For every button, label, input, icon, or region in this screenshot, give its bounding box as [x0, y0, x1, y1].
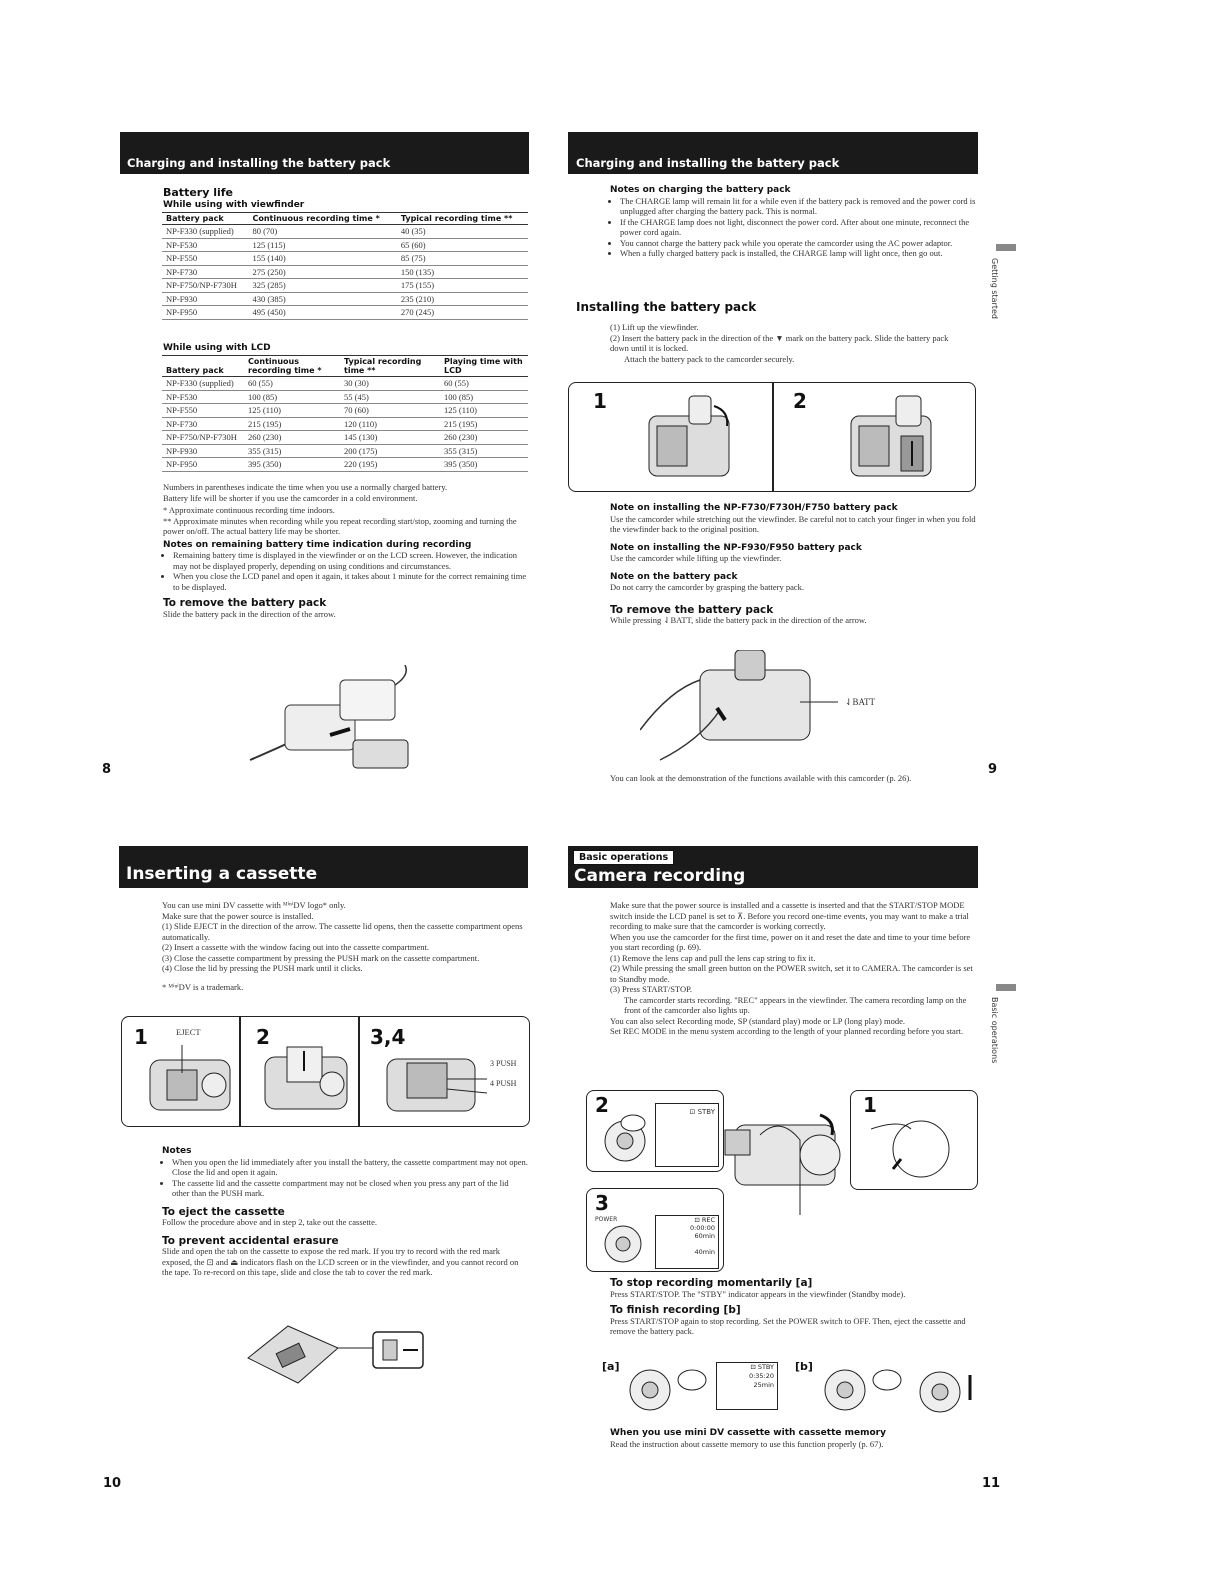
lcd-table-cell: 70 (60): [340, 404, 440, 418]
cassette-fig-label-2: 2: [256, 1025, 270, 1049]
lcd-table-cell: 125 (110): [244, 404, 340, 418]
footnote-2: ** Approximate minutes when recording while you repeat recording start/stop, zooming and turning the power on/off. The actual battery life may be shorter.: [163, 515, 517, 536]
cassette-logo-note: You can use mini DV cassette with ᴹⁱⁿⁱDV logo* only.: [162, 900, 346, 910]
recording-step-3-detail: The camcorder starts recording. "REC" appears in the viewfinder. The camera recording lamp on the front of the camcorder also lights up.: [624, 994, 967, 1015]
lcd-table-row: [162, 390, 528, 404]
vf-table-cell: NP-F330 (supplied): [162, 225, 248, 239]
lcd-table-cell: 215 (195): [244, 417, 340, 431]
vf-col-typical: Typical recording time **: [400, 214, 513, 223]
note-parentheses: Numbers in parentheses indicate the time when you use a normally charged battery.: [163, 482, 448, 492]
recording-step-2: (2) While pressing the small green button on the POWER switch, set it to CAMERA. The camcorder is set to Standby mode.: [610, 963, 973, 984]
cassette-note: • When you open the lid immediately after you install the battery, the cassette compartment may not open. Close the lid and open it again.: [172, 1157, 528, 1178]
lcd-table-cell: NP-F550: [162, 404, 244, 418]
prevent-heading: To prevent accidental erasure: [162, 1234, 339, 1247]
a-display-stby: ⊡ STBY: [750, 1363, 774, 1371]
lcd-table-cell: NP-F930: [162, 444, 244, 458]
trademark-note: * ᴹⁱⁿⁱDV is a trademark.: [162, 981, 244, 992]
cassette-fig-label-1: 1: [134, 1025, 148, 1049]
camcorder-illustration-2: [841, 391, 941, 485]
page9-title: Charging and installing the battery pack: [576, 156, 840, 170]
eject-label: EJECT: [176, 1027, 201, 1037]
page11-stop-finish: [610, 1278, 978, 1337]
remaining-item: • When you close the LCD panel and open it again, it takes about 1 minute for the correct remaining time to be displayed.: [173, 571, 529, 592]
lcd-col-playing: Playing time with LCD: [444, 357, 523, 375]
recording-fig-label-2: 2: [595, 1093, 609, 1117]
remove-text-p8: Slide the battery pack in the direction of the arrow.: [163, 608, 336, 619]
a-display-box: [716, 1362, 778, 1410]
eject-heading: To eject the cassette: [162, 1205, 285, 1218]
recording-fig-step2: [586, 1090, 724, 1172]
cassette-figure-divider-2: [358, 1017, 360, 1126]
charging-notes-heading: Notes on charging the battery pack: [610, 185, 791, 195]
lcd-col-continuous: Continuous recording time *: [248, 357, 322, 375]
rec-display-text: ⊡ REC: [694, 1216, 715, 1224]
note-pack-heading: Note on the battery pack: [610, 571, 738, 582]
note-f930-heading: Note on installing the NP-F930/F950 battery pack: [610, 542, 862, 553]
page8-title: Charging and installing the battery pack: [127, 156, 391, 170]
note-pack-text: Do not carry the camcorder by grasping the battery pack.: [610, 582, 805, 592]
side-label-basic-operations: Basic operations: [990, 997, 999, 1064]
vf-table-cell: 150 (135): [397, 265, 528, 279]
recording-fig-step3: [586, 1188, 724, 1272]
recording-intro-1: Make sure that the power source is installed and a cassette is inserted and that the START/STOP MODE switch inside the LCD panel is set to ⊼. Before you record one-time events, you may want to make a trial recording to make sure that the camcorder is working correctly.: [610, 900, 969, 931]
note-f930-text: Use the camcorder while lifting up the viewfinder.: [610, 553, 782, 563]
lcd-table-cell: 260 (230): [440, 431, 528, 445]
vf-col-continuous: Continuous recording time *: [252, 214, 380, 223]
cassette-illustration-1: [142, 1045, 237, 1120]
page10-intro: [162, 900, 528, 992]
lcd-table-cell: NP-F730: [162, 417, 244, 431]
page8-notes: [163, 482, 529, 619]
page-number-11: 11: [982, 1476, 1001, 1491]
vf-table-cell: NP-F750/NP-F730H: [162, 279, 248, 293]
vf-table-cell: 430 (385): [248, 292, 396, 306]
lcd-table-cell: NP-F530: [162, 390, 244, 404]
recording-fig-label-1: 1: [863, 1093, 877, 1117]
vf-table-cell: NP-F530: [162, 238, 248, 252]
lcd-table-cell: 220 (195): [340, 458, 440, 472]
cassette-notes-heading: Notes: [162, 1146, 192, 1156]
cassette-note: • The cassette lid and the cassette compartment may not be closed when you press any part of the lid other than the PUSH mark.: [172, 1178, 528, 1199]
footnote-1: * Approximate continuous recording time indoors.: [163, 505, 335, 515]
install-step-2: (2) Insert the battery pack in the direction of the ▼ mark on the battery pack. Slide the battery pack down until it is locked.: [610, 332, 949, 353]
page10-notes: [162, 1146, 528, 1278]
vf-table-cell: 275 (250): [248, 265, 396, 279]
vf-table-cell: 85 (75): [397, 252, 528, 266]
stop-heading: To stop recording momentarily [a]: [610, 1277, 813, 1289]
recording-fig-step1: [850, 1090, 978, 1190]
vf-table-cell: 175 (155): [397, 279, 528, 293]
power-dial-illustration-3: [593, 1219, 653, 1269]
page11-memory: [610, 1428, 978, 1449]
rec-counter: 0:00:00: [689, 1224, 715, 1232]
a-display-counter: 0:35:20: [748, 1372, 774, 1380]
cassette-figure-divider-1: [239, 1017, 241, 1126]
side-tab-getting-started: [996, 244, 1016, 251]
push-label-4: 4 PUSH: [490, 1079, 517, 1088]
lcd-table-cell: NP-F750/NP-F730H: [162, 431, 244, 445]
viewfinder-table-title: While using with viewfinder: [163, 200, 305, 210]
stby-display-box: [655, 1103, 719, 1167]
power-label-step3: POWER: [595, 1216, 618, 1223]
lcd-table-cell: 30 (30): [340, 377, 440, 391]
power-dial-illustration-2: [593, 1111, 653, 1167]
remove-heading-p8: To remove the battery pack: [163, 597, 327, 609]
cassette-fig-label-34: 3,4: [370, 1025, 406, 1049]
stop-text: Press START/STOP. The "STBY" indicator appears in the viewfinder (Standby mode).: [610, 1288, 906, 1299]
stop-dial-illustration: [620, 1360, 710, 1420]
battery-life-heading: Battery life: [163, 186, 233, 199]
vf-table-row: [162, 292, 528, 306]
vf-table-cell: NP-F550: [162, 252, 248, 266]
lcd-table-cell: 395 (350): [440, 458, 528, 472]
install-figure: [568, 382, 976, 492]
vf-table-row: [162, 252, 528, 266]
camcorder-illustration-1: [639, 391, 739, 485]
memory-heading: When you use mini DV cassette with cassette memory: [610, 1428, 886, 1438]
finish-dial-illustration: [815, 1360, 980, 1420]
lcd-table-cell: 260 (230): [244, 431, 340, 445]
lcd-col-battery: Battery pack: [166, 366, 224, 375]
remaining-item: • Remaining battery time is displayed in the viewfinder or on the LCD screen. However, the indication may not be displayed properly, depending on using conditions and circumstances.: [173, 550, 529, 571]
lcd-table-cell: 120 (110): [340, 417, 440, 431]
label-b: [b]: [795, 1360, 813, 1373]
install-steps: [610, 322, 960, 364]
cassette-step-4: (4) Close the lid by pressing the PUSH mark until it clicks.: [162, 963, 363, 973]
vf-table-cell: 125 (115): [248, 238, 396, 252]
cassette-step-2: (2) Insert a cassette with the window facing out into the cassette compartment.: [162, 942, 429, 952]
lcd-table-row: [162, 417, 528, 431]
install-step-2b: Attach the battery pack to the camcorder securely.: [624, 353, 795, 364]
install-fig-label-1: 1: [593, 389, 607, 413]
recording-extra-2: Set REC MODE in the menu system according to the length of your planned recording before you start.: [610, 1026, 964, 1036]
camcorder-hand-illustration: [720, 1095, 850, 1225]
cassette-figure: [121, 1016, 530, 1127]
label-a: [a]: [602, 1360, 620, 1373]
page-number-8: 8: [102, 762, 112, 777]
install-figure-divider: [772, 383, 774, 491]
lcd-table-cell: 125 (110): [440, 404, 528, 418]
page9-install-notes: [610, 503, 980, 626]
lcd-table-row: [162, 404, 528, 418]
vf-table-cell: 65 (60): [397, 238, 528, 252]
memory-text: Read the instruction about cassette memory to use this function properly (p. 67).: [610, 1438, 884, 1449]
cassette-step-1: (1) Slide EJECT in the direction of the arrow. The cassette lid opens, then the cassette compartment opens automatically.: [162, 921, 523, 942]
page11-title: Camera recording: [574, 866, 746, 886]
battery-release-illustration: [640, 650, 840, 765]
install-step-1: (1) Lift up the viewfinder.: [610, 322, 699, 332]
demo-text: You can look at the demonstration of the functions available with this camcorder (p. 26).: [610, 773, 912, 783]
lcd-table-row: [162, 444, 528, 458]
note-f730-heading: Note on installing the NP-F730/F730H/F750 battery pack: [610, 503, 898, 513]
vf-table-cell: 40 (35): [397, 225, 528, 239]
vf-table-row: [162, 225, 528, 239]
vf-table-cell: NP-F730: [162, 265, 248, 279]
charging-note: • If the CHARGE lamp does not light, disconnect the power cord. After about one minute, reconnect the power cord again.: [620, 217, 980, 238]
remove-text-p9: While pressing ⇃BATT, slide the battery pack in the direction of the arrow.: [610, 615, 867, 625]
push-label-3: 3 PUSH: [490, 1059, 517, 1068]
cassette-step-3: (3) Close the cassette compartment by pressing the PUSH mark on the cassette compartment.: [162, 952, 480, 963]
cassette-tab-illustration: [238, 1318, 428, 1390]
vf-table-cell: 495 (450): [248, 306, 396, 320]
install-heading: Installing the battery pack: [576, 300, 757, 314]
lcd-battery-table: [162, 355, 528, 472]
stby-display-text: ⊡ STBY: [689, 1108, 715, 1116]
side-tab-basic-operations: [996, 984, 1016, 991]
basic-operations-badge: Basic operations: [573, 850, 674, 865]
prevent-text: Slide and open the tab on the cassette to expose the red mark. If you try to record with the red mark exposed, the ⊡ and ⏏ indicators flash on the LCD screen or in the viewfinder, and you cannot record on the tape. To re-record on this tape, slide and close the tab to cover the red mark.: [162, 1246, 519, 1277]
rec-tape: 40min: [694, 1248, 715, 1256]
vf-table-row: [162, 279, 528, 293]
lcd-table-cell: NP-F950: [162, 458, 244, 472]
lcd-table-cell: 355 (315): [244, 444, 340, 458]
vf-table-cell: 80 (70): [248, 225, 396, 239]
charging-note: • The CHARGE lamp will remain lit for a while even if the battery pack is removed and the power cord is unplugged after charging the battery pack. This is normal.: [620, 196, 980, 217]
page9-charging-notes: [610, 185, 980, 259]
page10-title: Inserting a cassette: [126, 864, 318, 884]
cassette-illustration-2: [257, 1039, 355, 1119]
cassette-illustration-34: [377, 1041, 487, 1121]
vf-table-cell: 235 (210): [397, 292, 528, 306]
lcd-col-typical: Typical recording time **: [344, 357, 422, 375]
page11-intro: [610, 900, 978, 1037]
lcd-table-row: [162, 431, 528, 445]
lcd-table-cell: 145 (130): [340, 431, 440, 445]
rec-display-box: [655, 1215, 719, 1269]
lcd-table-cell: 355 (315): [440, 444, 528, 458]
vf-table-cell: NP-F950: [162, 306, 248, 320]
recording-step-3: (3) Press START/STOP.: [610, 984, 693, 994]
vf-table-cell: 270 (245): [397, 306, 528, 320]
lcd-table-cell: 100 (85): [440, 390, 528, 404]
batt-label: ⇃BATT: [845, 697, 876, 707]
install-fig-label-2: 2: [793, 389, 807, 413]
finish-heading: To finish recording [b]: [610, 1304, 741, 1316]
vf-col-battery: Battery pack: [166, 214, 224, 223]
remaining-heading: Notes on remaining battery time indication during recording: [163, 539, 472, 550]
vf-table-cell: 325 (285): [248, 279, 396, 293]
rec-remaining: 60min: [694, 1232, 715, 1240]
recording-step-1: (1) Remove the lens cap and pull the lens cap string to fix it.: [610, 952, 816, 963]
viewfinder-battery-table: [162, 212, 528, 320]
charging-note: • When a fully charged battery pack is installed, the CHARGE lamp will light once, then go out.: [620, 248, 980, 259]
lcd-table-cell: 200 (175): [340, 444, 440, 458]
battery-removal-illustration: [245, 665, 420, 780]
vf-table-row: [162, 238, 528, 252]
recording-extra-1: You can also select Recording mode, SP (standard play) mode or LP (long play) mode.: [610, 1015, 906, 1026]
vf-table-cell: NP-F930: [162, 292, 248, 306]
recording-intro-2: When you use the camcorder for the first time, power on it and reset the date and time to your time before you start recording (p. 69).: [610, 931, 971, 952]
remove-heading-p9: To remove the battery pack: [610, 603, 774, 616]
lens-cap-illustration: [871, 1109, 971, 1185]
lcd-table-cell: 395 (350): [244, 458, 340, 472]
side-label-getting-started: Getting started: [990, 258, 999, 319]
lcd-table-row: [162, 458, 528, 472]
page-number-10: 10: [103, 1476, 122, 1491]
note-f730-text: Use the camcorder while stretching out the viewfinder. Be careful not to catch your finger in when you fold the viewfinder back to the original position.: [610, 513, 976, 534]
lcd-table-cell: 55 (45): [340, 390, 440, 404]
lcd-table-title: While using with LCD: [163, 343, 271, 353]
vf-table-row: [162, 265, 528, 279]
power-source-note: Make sure that the power source is installed.: [162, 910, 314, 921]
lcd-table-cell: 60 (55): [440, 377, 528, 391]
lcd-table-cell: 215 (195): [440, 417, 528, 431]
page-number-9: 9: [988, 762, 998, 777]
note-cold: Battery life will be shorter if you use the camcorder in a cold environment.: [163, 492, 418, 503]
lcd-table-cell: NP-F330 (supplied): [162, 377, 244, 391]
recording-fig-label-3: 3: [595, 1191, 609, 1215]
charging-note: • You cannot charge the battery pack while you operate the camcorder using the AC power adaptor.: [620, 238, 980, 249]
vf-table-row: [162, 306, 528, 320]
lcd-table-row: [162, 377, 528, 391]
vf-table-cell: 155 (140): [248, 252, 396, 266]
lcd-table-cell: 100 (85): [244, 390, 340, 404]
eject-text: Follow the procedure above and in step 2, take out the cassette.: [162, 1217, 378, 1227]
lcd-table-cell: 60 (55): [244, 377, 340, 391]
finish-text: Press START/STOP again to stop recording. Set the POWER switch to OFF. Then, eject the cassette and remove the battery pack.: [610, 1315, 966, 1336]
a-display-remaining: 25min: [753, 1381, 774, 1389]
